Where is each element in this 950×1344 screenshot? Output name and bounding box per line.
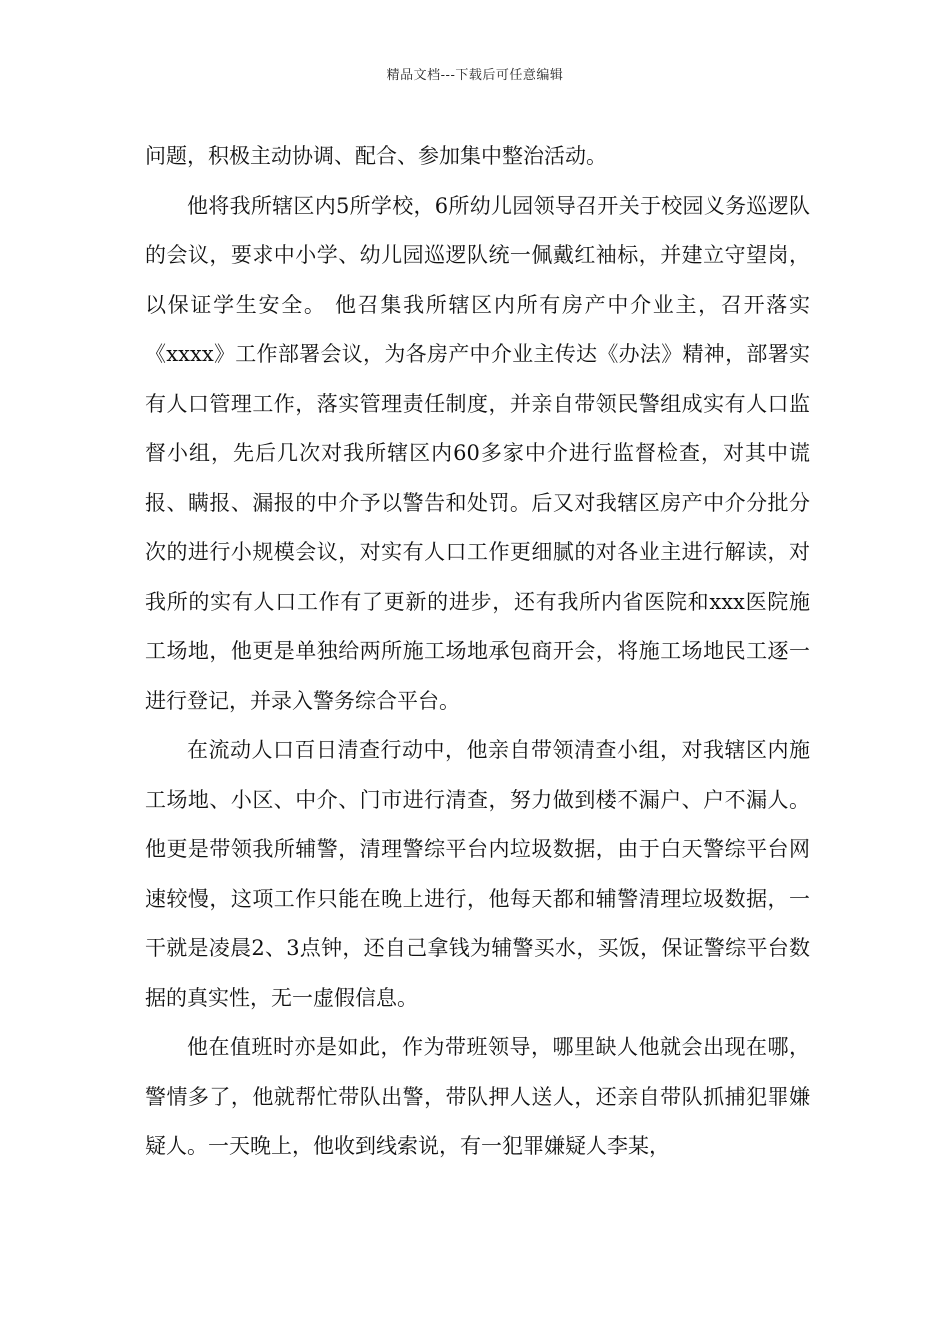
paragraph-3: 在流动人口百日清查行动中，他亲自带领清查小组，对我辖区内施工场地、小区、中介、门市进行清查，努力做到楼不漏户、户不漏人。他更是带领我所辅警，清理警综平台内垃圾数据，由于白天警综平台网速较慢，这项工作只能在晚上进行，他每天都和辅警清理垃圾数据，一干就是凌晨2、3点钟，还自己拿钱为辅警买水，买饭，保证警综平台数据的真实性，无一虚假信息。 (145, 738, 810, 1010)
paragraph-1: 问题，积极主动协调、配合、参加集中整治活动。 (145, 144, 607, 168)
paragraph-4: 他在值班时亦是如此，作为带班领导，哪里缺人他就会出现在哪，警情多了，他就帮忙带队出警，带队押人送人，还亲自带队抓捕犯罪嫌疑人。一天晚上，他收到线索说，有一犯罪嫌疑人李某， (145, 1035, 810, 1158)
document-body (145, 132, 810, 1172)
page-header: 精品文档---下载后可任意编辑 (386, 68, 564, 83)
paragraph-2: 他将我所辖区内5所学校，6所幼儿园领导召开关于校园义务巡逻队的会议，要求中小学、幼儿园巡逻队统一佩戴红袖标，并建立守望岗，以保证学生安全。 他召集我所辖区内所有房产中介业主，召开落实《xxxx》工作部署会议，为各房产中介业主传达《办法》精神，部署实有人口管理工作，落实管理责任制度，并亲自带领民警组成实有人口监督小组，先后几次对我所辖区内60多家中介进行监督检查，对其中谎报、瞒报、漏报的中介予以警告和处罚。后又对我辖区房产中介分批分次的进行小规模会议，对实有人口工作更细腻的对各业主进行解读，对我所的实有人口工作有了更新的进步，还有我所内省医院和xxx医院施工场地，他更是单独给两所施工场地承包商开会，将施工场地民工逐一进行登记，并录入警务综合平台。 (145, 193, 810, 713)
